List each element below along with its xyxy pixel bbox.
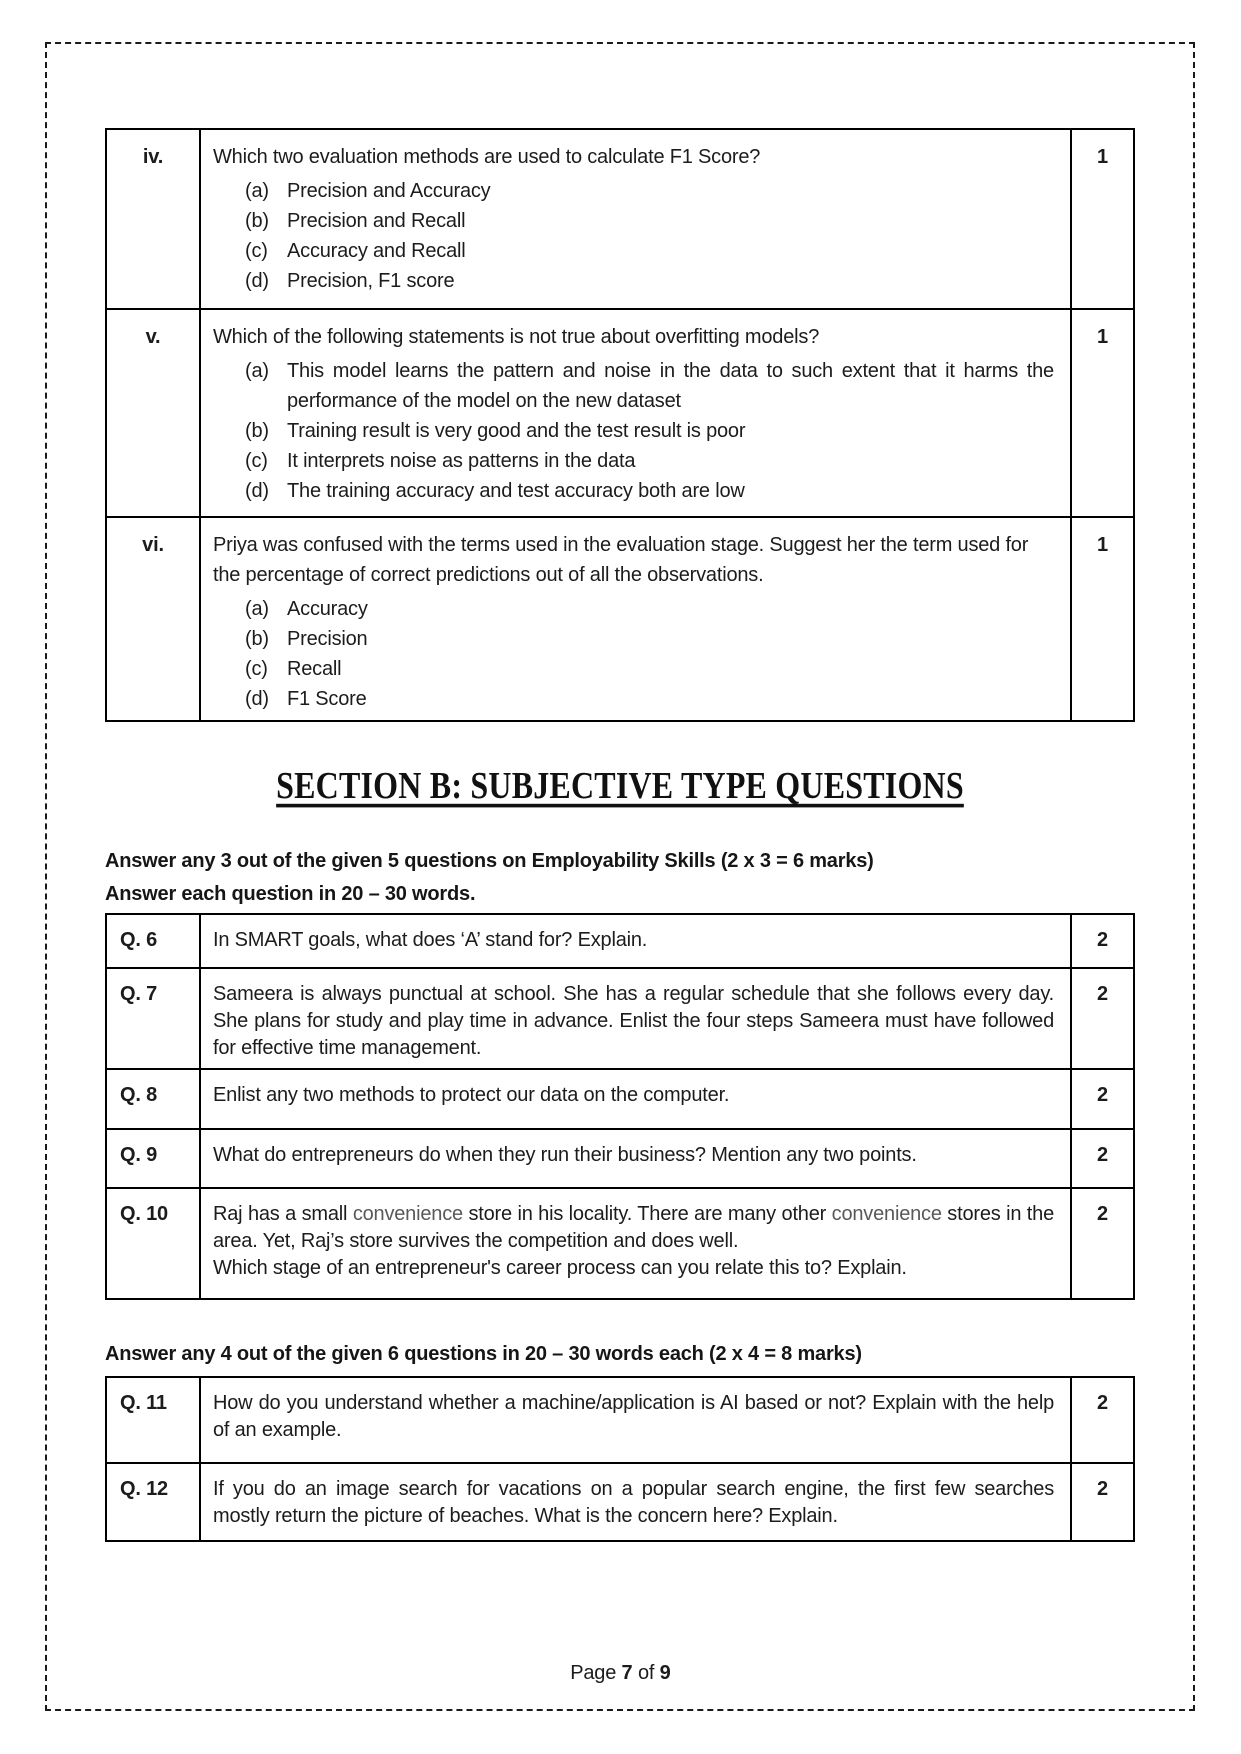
mcq-row-vi	[107, 516, 1133, 720]
question-text-line2: Which stage of an entrepreneur's career process can you relate this to? Explain.	[213, 1257, 907, 1279]
option-b	[213, 206, 1054, 236]
option-c	[213, 654, 1054, 684]
question-text-part-muted: convenience	[831, 1203, 942, 1225]
option-a	[213, 356, 1054, 416]
question-row-q12	[107, 1462, 1133, 1540]
question-cell	[201, 518, 1070, 720]
question-cell	[201, 310, 1070, 516]
question-row-q10	[107, 1187, 1133, 1298]
question-number: Q. 9	[107, 1130, 201, 1187]
option-d	[213, 684, 1054, 714]
question-text-part-muted: convenience	[352, 1203, 463, 1225]
question-row-q7	[107, 967, 1133, 1068]
option-text: Precision and Recall	[287, 210, 466, 232]
question-text-part: stores in the area. Yet, Raj’s store survives the competition and does well.	[213, 1203, 1055, 1252]
option-c	[213, 446, 1054, 476]
marks-cell: 2	[1070, 1378, 1133, 1462]
option-text: F1 Score	[287, 688, 367, 710]
option-text: This model learns the pattern and noise in the data to such extent that it harms the performance of the model on the new dataset	[287, 360, 1054, 412]
instruction-line-1: Answer any 3 out of the given 5 questions on Employability Skills (2 x 3 = 6 marks)	[105, 850, 874, 872]
question-text-part: store in his locality. There are many other	[462, 1203, 832, 1225]
marks-cell: 1	[1070, 518, 1133, 720]
option-b	[213, 624, 1054, 654]
question-text: Priya was confused with the terms used in the evaluation stage. Suggest her the term used for the percentage of correct predictions out of all the observations.	[213, 534, 1029, 586]
option-text: Accuracy and Recall	[287, 240, 466, 262]
question-cell	[201, 1130, 1070, 1187]
marks-cell: 2	[1070, 1070, 1133, 1128]
option-label: (c)	[245, 450, 268, 472]
question-text	[213, 1201, 1054, 1255]
employability-questions-table	[105, 913, 1135, 1300]
question-text: Enlist any two methods to protect our data on the computer.	[213, 1084, 730, 1106]
question-text: Sameera is always punctual at school. She has a regular schedule that she follows every day. She plans for study and play time in advance. Enlist the four steps Sameera must have followed for effective time management.	[213, 983, 1054, 1059]
question-cell	[201, 969, 1070, 1068]
question-cell	[201, 1070, 1070, 1128]
question-row-q9	[107, 1128, 1133, 1187]
question-text: What do entrepreneurs do when they run their business? Mention any two points.	[213, 1144, 917, 1166]
question-number: Q. 8	[107, 1070, 201, 1128]
mcq-table	[105, 128, 1135, 722]
mcq-row-v	[107, 308, 1133, 516]
marks-cell: 2	[1070, 1189, 1133, 1298]
option-label: (b)	[245, 210, 269, 232]
question-number: vi.	[107, 518, 201, 720]
footer-total-pages: 9	[659, 1662, 671, 1684]
question-row-q11	[107, 1378, 1133, 1462]
option-label: (c)	[245, 658, 268, 680]
question-number: v.	[107, 310, 201, 516]
section-b-heading: SECTION B: SUBJECTIVE TYPE QUESTIONS	[276, 763, 964, 807]
option-label: (c)	[245, 240, 268, 262]
option-a	[213, 176, 1054, 206]
footer-of-label: of	[638, 1662, 655, 1684]
option-b	[213, 416, 1054, 446]
question-cell	[201, 915, 1070, 967]
option-text: Accuracy	[287, 598, 368, 620]
option-label: (d)	[245, 688, 269, 710]
marks-cell: 1	[1070, 310, 1133, 516]
option-label: (b)	[245, 628, 269, 650]
option-c	[213, 236, 1054, 266]
question-row-q8	[107, 1068, 1133, 1128]
question-cell	[201, 1189, 1070, 1298]
option-text: The training accuracy and test accuracy both are low	[287, 480, 745, 502]
question-cell	[201, 130, 1070, 308]
option-text: Precision, F1 score	[287, 270, 455, 292]
instruction-line-1: Answer any 4 out of the given 6 questions in 20 – 30 words each (2 x 4 = 8 marks)	[105, 1343, 862, 1365]
option-label: (b)	[245, 420, 269, 442]
question-row-q6	[107, 915, 1133, 967]
question-text: If you do an image search for vacations on a popular search engine, the first few searches mostly return the picture of beaches. What is the concern here? Explain.	[213, 1478, 1054, 1527]
option-label: (a)	[245, 360, 269, 382]
option-label: (a)	[245, 180, 269, 202]
question-cell	[201, 1464, 1070, 1540]
option-label: (d)	[245, 270, 269, 292]
marks-cell: 2	[1070, 1464, 1133, 1540]
footer-page-label: Page	[570, 1662, 617, 1684]
question-text: How do you understand whether a machine/application is AI based or not? Explain with the help of an example.	[213, 1392, 1054, 1441]
option-a	[213, 594, 1054, 624]
option-text: It interprets noise as patterns in the data	[287, 450, 636, 472]
question-text-part: Raj has a small	[213, 1203, 353, 1225]
marks-cell: 2	[1070, 969, 1133, 1068]
option-d	[213, 266, 1054, 296]
footer-current-page: 7	[621, 1662, 633, 1684]
instruction-block-2	[105, 1340, 1135, 1368]
question-text: Which two evaluation methods are used to calculate F1 Score?	[213, 146, 761, 168]
option-d	[213, 476, 1054, 506]
question-text: In SMART goals, what does ‘A’ stand for? Explain.	[213, 929, 648, 951]
question-number: Q. 12	[107, 1464, 201, 1540]
instruction-line-2: Answer each question in 20 – 30 words.	[105, 883, 476, 905]
option-text: Precision and Accuracy	[287, 180, 491, 202]
question-text: Which of the following statements is not true about overfitting models?	[213, 326, 820, 348]
question-number: Q. 11	[107, 1378, 201, 1462]
marks-cell: 2	[1070, 1130, 1133, 1187]
option-label: (d)	[245, 480, 269, 502]
marks-cell: 2	[1070, 915, 1133, 967]
question-cell	[201, 1378, 1070, 1462]
option-text: Training result is very good and the test result is poor	[287, 420, 746, 442]
marks-cell: 1	[1070, 130, 1133, 308]
option-text: Recall	[287, 658, 342, 680]
question-number: iv.	[107, 130, 201, 308]
instruction-block-1	[105, 845, 1135, 911]
option-text: Precision	[287, 628, 368, 650]
page-footer	[0, 1662, 1241, 1685]
option-label: (a)	[245, 598, 269, 620]
question-number: Q. 10	[107, 1189, 201, 1298]
question-number: Q. 6	[107, 915, 201, 967]
question-number: Q. 7	[107, 969, 201, 1068]
mcq-row-iv	[107, 130, 1133, 308]
ai-questions-table	[105, 1376, 1135, 1542]
